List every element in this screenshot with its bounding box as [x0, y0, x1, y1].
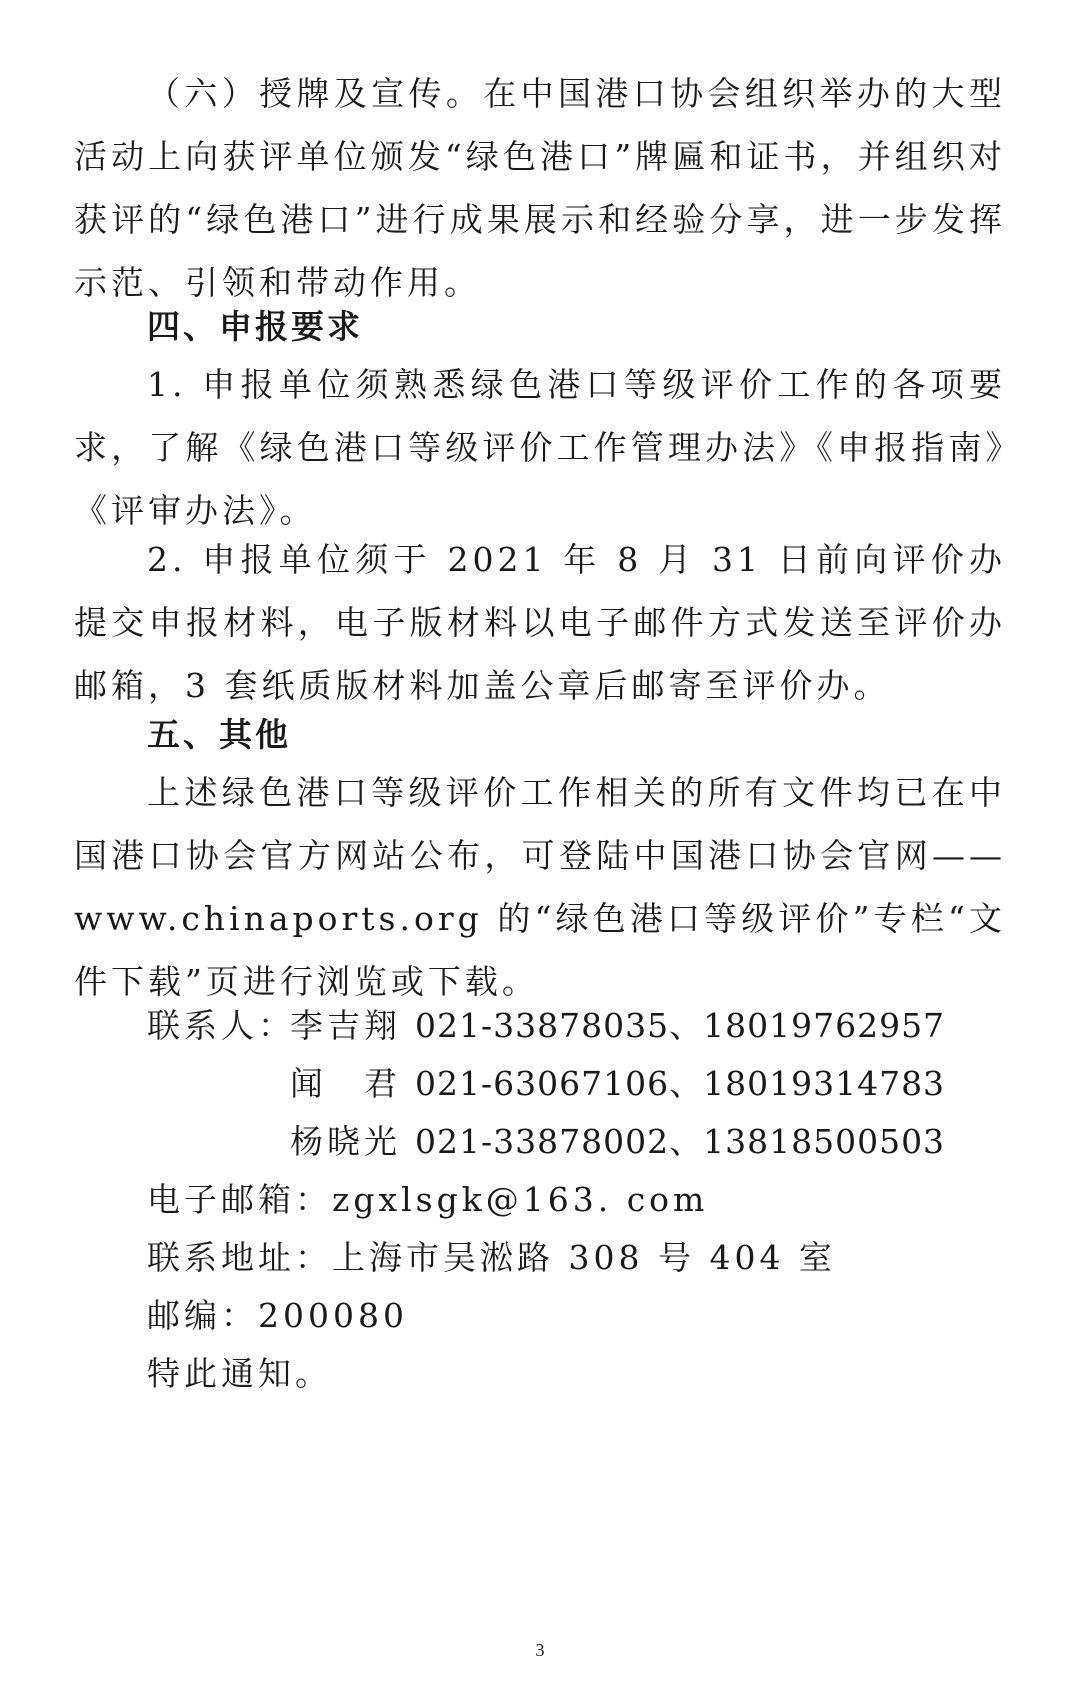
section-4-item-1: 1. 申报单位须熟悉绿色港口等级评价工作的各项要求，了解《绿色港口等级评价工作管理办法》《申报指南》《评审办法》。	[74, 365, 1006, 530]
contact-name: 李吉翔	[290, 1006, 401, 1045]
section-5-heading: 五、其他	[147, 715, 291, 754]
section-5-paragraph: 上述绿色港口等级评价工作相关的所有文件均已在中国港口协会官方网站公布，可登陆中国港口协会官网——www.chinaports.org 的“绿色港口等级评价”专栏“文件下载”页进行浏览或下载。	[74, 773, 1006, 1001]
contact-phones: 021-33878002、13818500503	[415, 1122, 946, 1161]
contact-phones: 021-63067106、18019314783	[415, 1064, 946, 1103]
contact-name: 杨晓光	[290, 1122, 401, 1161]
section-4-item-2: 2. 申报单位须于 2021 年 8 月 31 日前向评价办提交申报材料，电子版材料以电子邮件方式发送至评价办邮箱，3 套纸质版材料加盖公章后邮寄至评价办。	[74, 540, 1006, 705]
postcode-line: 邮编：200080	[147, 1296, 408, 1335]
address-line: 联系地址：上海市吴淞路 308 号 404 室	[147, 1238, 836, 1277]
closing-line: 特此通知。	[147, 1354, 332, 1393]
page-number: 3	[535, 1640, 545, 1660]
contact-name: 闻 君	[290, 1064, 401, 1103]
contact-phones: 021-33878035、18019762957	[415, 1006, 946, 1045]
section-4-heading: 四、申报要求	[147, 307, 363, 346]
contacts-label: 联系人：	[147, 1006, 295, 1045]
section-6-paragraph: （六）授牌及宣传。在中国港口协会组织举办的大型活动上向获评单位颁发“绿色港口”牌匾和证书，并组织对获评的“绿色港口”进行成果展示和经验分享，进一步发挥示范、引领和带动作用。	[74, 74, 1006, 302]
email-line: 电子邮箱：zgxlsgk@163. com	[147, 1180, 709, 1219]
